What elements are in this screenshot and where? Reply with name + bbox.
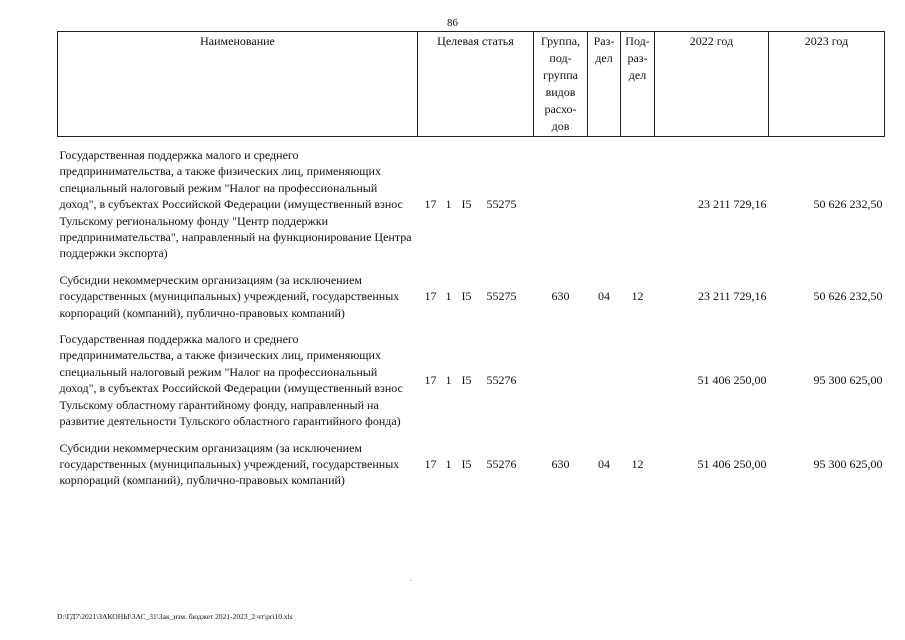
target-part: 55276 [486, 456, 517, 471]
target-part: 1 [445, 373, 452, 388]
row-2023: 50 626 232,50 [813, 197, 883, 212]
row-2023: 95 300 625,00 [813, 456, 883, 471]
row-2022: 51 406 250,00 [697, 373, 767, 388]
row-name: Субсидии некоммерческим организациям (за исключением государственных (муниципальных) учреждений, государственных корпораций (компаний), публично-правовых компаний) [59, 440, 400, 488]
row-section: 04 [598, 456, 610, 471]
row-subsection [621, 331, 655, 429]
table-header-row [58, 32, 885, 137]
table-row [58, 147, 885, 262]
header-group: Группа, под- группа видов расхо- дов [534, 32, 588, 137]
target-part: 1 [445, 289, 452, 304]
target-part: 55275 [486, 289, 517, 304]
target-part: 1 [445, 197, 452, 212]
row-2022: 23 211 729,16 [697, 289, 767, 304]
header-target: Целевая статья [418, 32, 534, 137]
table-row [58, 331, 885, 429]
target-part: 17 [424, 197, 437, 212]
row-2023: 95 300 625,00 [813, 373, 883, 388]
row-group: 630 [551, 456, 570, 471]
target-part: I5 [461, 197, 472, 212]
table-row [58, 440, 885, 489]
row-subsection: 12 [631, 456, 644, 471]
budget-table [57, 31, 885, 489]
row-target [418, 147, 534, 262]
scan-speck [410, 580, 411, 581]
row-group [534, 331, 588, 429]
target-part: 1 [445, 456, 452, 471]
target-part: 55275 [486, 197, 517, 212]
row-section: 04 [598, 289, 610, 304]
header-section: Раз- дел [588, 32, 621, 137]
target-part: 17 [424, 289, 437, 304]
row-name: Государственная поддержка малого и среднего предпринимательства, а также физических лиц, применяющих специальный налоговый режим "Налог на профессиональный доход", в субъектах Российской Федерации (имущественный взнос Тульскому областному гарантийному фонду, направленный на развитие деятельности Тульского областного гарантийного фонда) [59, 332, 403, 429]
target-part: 17 [424, 456, 437, 471]
row-target [418, 331, 534, 429]
row-2022: 23 211 729,16 [697, 197, 767, 212]
target-part: 55276 [486, 373, 517, 388]
row-2023: 50 626 232,50 [813, 289, 883, 304]
target-part: 17 [424, 373, 437, 388]
table-row [58, 272, 885, 321]
header-name: Наименование [58, 32, 418, 137]
file-path-footer: D:\ГД7\2021\ЗАКОНЫ\ЗАС_31\Зак_изм. бюджет 2021-2023_2 чт\pri10.xls [57, 612, 293, 621]
row-group: 630 [551, 289, 570, 304]
header-subsection: Под- раз- дел [621, 32, 655, 137]
row-section [588, 147, 621, 262]
row-subsection: 12 [631, 289, 644, 304]
target-part: I5 [461, 373, 472, 388]
target-part: I5 [461, 289, 472, 304]
row-2022: 51 406 250,00 [697, 456, 767, 471]
row-section [588, 331, 621, 429]
row-target [418, 272, 534, 321]
row-group [534, 147, 588, 262]
row-name: Государственная поддержка малого и среднего предпринимательства, а также физических лиц, применяющих специальный налоговый режим "Налог на профессиональный доход", в субъектах Российской Федерации (имущественный взнос Тульскому региональному фонду "Центр поддержки предпринимательства", направленный на функционирование Центра поддержки экспорта) [59, 148, 412, 261]
page-number: 86 [447, 17, 458, 29]
target-part: I5 [461, 456, 472, 471]
row-subsection [621, 147, 655, 262]
row-target [418, 440, 534, 489]
header-2023: 2023 год [769, 32, 885, 137]
header-2022: 2022 год [655, 32, 769, 137]
row-name: Субсидии некоммерческим организациям (за исключением государственных (муниципальных) учреждений, государственных корпораций (компаний), публично-правовых компаний) [59, 272, 400, 320]
